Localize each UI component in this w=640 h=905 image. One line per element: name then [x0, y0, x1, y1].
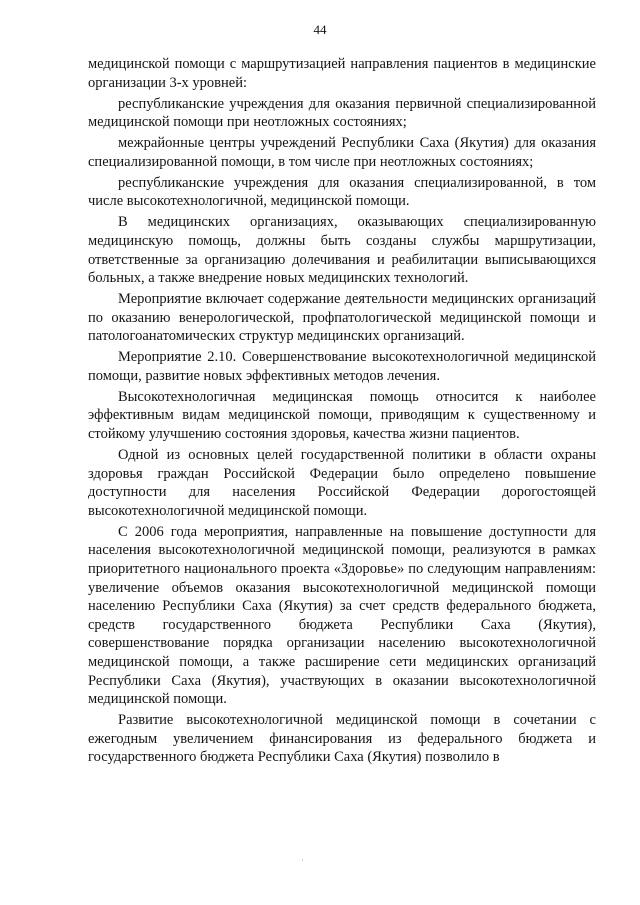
paragraph-list-item: республиканские учреждения для оказания первичной специализированной медицинской помощи при неотложных состояниях; — [88, 95, 596, 131]
paragraph: Высокотехнологичная медицинская помощь относится к наиболее эффективным видам медицинской помощи, приводящим к существенному и стойкому улучшению состояния здоровья, качества жизни пациентов. — [88, 388, 596, 443]
paragraph-list-item: межрайонные центры учреждений Республики Саха (Якутия) для оказания специализированной помощи, в том числе при неотложных состояниях; — [88, 135, 596, 170]
paragraph: Развитие высокотехнологичной медицинской помощи в сочетании с ежегодным увеличением финансирования из федерального бюджета и государственного бюджета Республики Саха (Якутия) позволило в — [88, 712, 596, 766]
paragraph-continuation: медицинской помощи с маршрутизацией направления пациентов в медицинские организации 3-х уровней: — [88, 56, 596, 91]
page-number: 44 — [313, 22, 327, 37]
paragraph: С 2006 года мероприятия, направленные на повышение доступности для населения высокотехнологичной медицинской помощи, реализуются в рамках приоритетного национального проекта «Здоровье» по следующим направлениям: увеличение объемов оказания высокотехнологичной медицинской помощи населению Республики Саха (Якутия) за счет средств федерального бюджета, средств государственного бюджета Республики Саха (Якутия), совершенствование порядка организации населению высокотехнологичной медицинской помощи, а также расширение сети медицинских организаций Республики Саха (Якутия), участвующих в оказании высокотехнологичной медицинской помощи. — [88, 523, 596, 708]
paragraph: В медицинских организациях, оказывающих специализированную медицинскую помощь, должны быть созданы службы маршрутизации, ответственные за организацию долечивания и реабилитации выписывающихся больных, а также внедрение новых медицинских технологий. — [88, 214, 596, 287]
paragraph: Одной из основных целей государственной политики в области охраны здоровья граждан Российской Федерации было определено повышение доступности для населения Российской Федерации дорогостоящей высокотехнологичной медицинской помощи. — [88, 447, 596, 519]
paragraph: Мероприятие включает содержание деятельности медицинских организаций по оказанию венерологической, профпатологической медицинской помощи и патологоанатомических структур медицинских организаций. — [88, 291, 596, 345]
paragraph-list-item: республиканские учреждения для оказания специализированной, в том числе высокотехнологичной, медицинской помощи. — [88, 174, 596, 210]
body-text — [88, 55, 596, 769]
scan-dot-mark: · — [301, 855, 304, 865]
paragraph-measure-heading: Мероприятие 2.10. Совершенствование высокотехнологичной медицинской помощи, развитие новых эффективных методов лечения. — [88, 349, 596, 384]
